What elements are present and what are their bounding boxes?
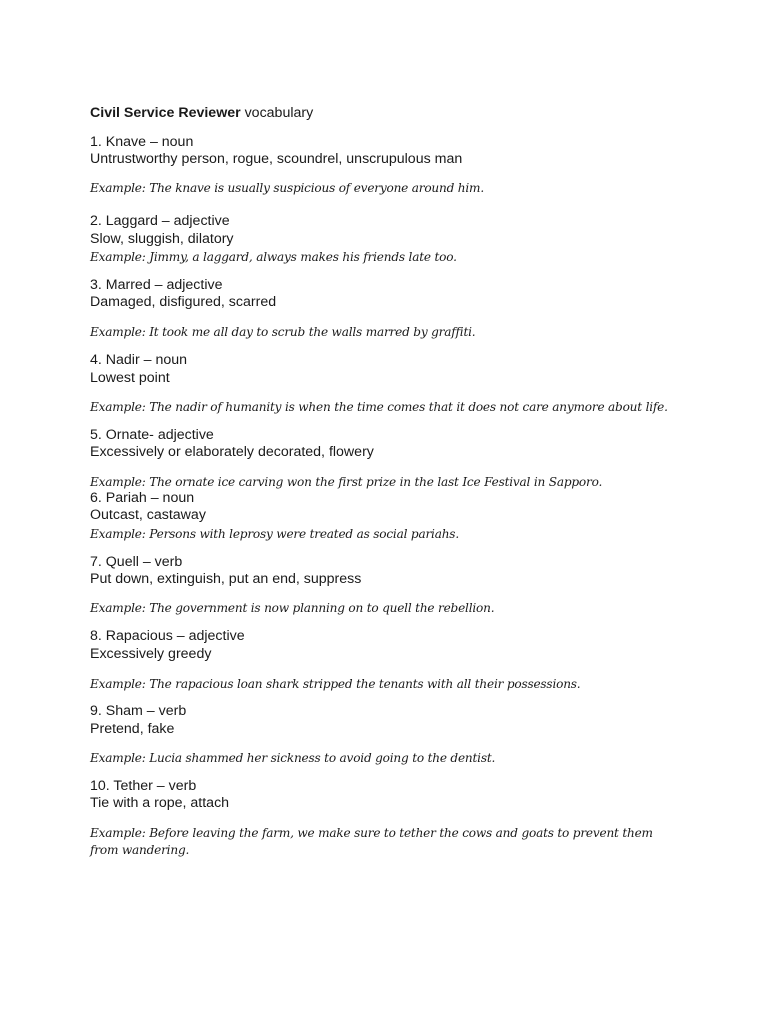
entry-definition: Excessively greedy [90, 646, 212, 662]
entry-example: Example: The knave is usually suspicious of everyone around him. [90, 181, 484, 195]
entry-definition: Untrustworthy person, rogue, scoundrel, unscrupulous man [90, 151, 463, 167]
entry-term: 4. Nadir – noun [90, 352, 188, 368]
entry-term: 9. Sham – verb [90, 703, 187, 719]
title-rest: vocabulary [240, 105, 314, 121]
entry-term: 7. Quell – verb [90, 554, 183, 570]
entry-definition: Slow, sluggish, dilatory [90, 231, 234, 247]
entry-example: Example: The rapacious loan shark stripped the tenants with all their possessions. [90, 677, 581, 691]
entry-example: Example: Persons with leprosy were treated as social pariahs. [90, 527, 459, 541]
entry-example: Example: The ornate ice carving won the first prize in the last Ice Festival in Sapporo. [90, 475, 603, 489]
entry-term: 8. Rapacious – adjective [90, 628, 245, 644]
document-title [90, 105, 313, 122]
entry-term: 6. Pariah – noun [90, 490, 195, 506]
entry-definition: Outcast, castaway [90, 507, 206, 523]
entry-example: Example: The government is now planning on to quell the rebellion. [90, 601, 495, 615]
title-bold: Civil Service Reviewer [90, 105, 241, 121]
entry-example: Example: It took me all day to scrub the walls marred by graffiti. [90, 325, 476, 339]
entry-definition: Damaged, disfigured, scarred [90, 294, 277, 310]
entry-term: 2. Laggard – adjective [90, 213, 230, 229]
entry-term: 1. Knave – noun [90, 134, 194, 150]
entry-example: Example: Lucia shammed her sickness to avoid going to the dentist. [90, 751, 496, 765]
entry-definition: Pretend, fake [90, 721, 175, 737]
entry-example: Example: Before leaving the farm, we make sure to tether the cows and goats to prevent them [90, 826, 653, 840]
entry-example: Example: The nadir of humanity is when the time comes that it does not care anymore about life. [90, 400, 668, 414]
entry-term: 10. Tether – verb [90, 778, 197, 794]
entry-example: Example: Jimmy, a laggard, always makes his friends late too. [90, 250, 457, 264]
entry-definition: Lowest point [90, 370, 170, 386]
entry-example-continued: from wandering. [90, 843, 190, 857]
entry-definition: Tie with a rope, attach [90, 795, 230, 811]
entry-term: 5. Ornate- adjective [90, 427, 214, 443]
entry-definition: Excessively or elaborately decorated, flowery [90, 444, 374, 460]
entry-term: 3. Marred – adjective [90, 277, 223, 293]
entry-definition: Put down, extinguish, put an end, suppress [90, 571, 362, 587]
